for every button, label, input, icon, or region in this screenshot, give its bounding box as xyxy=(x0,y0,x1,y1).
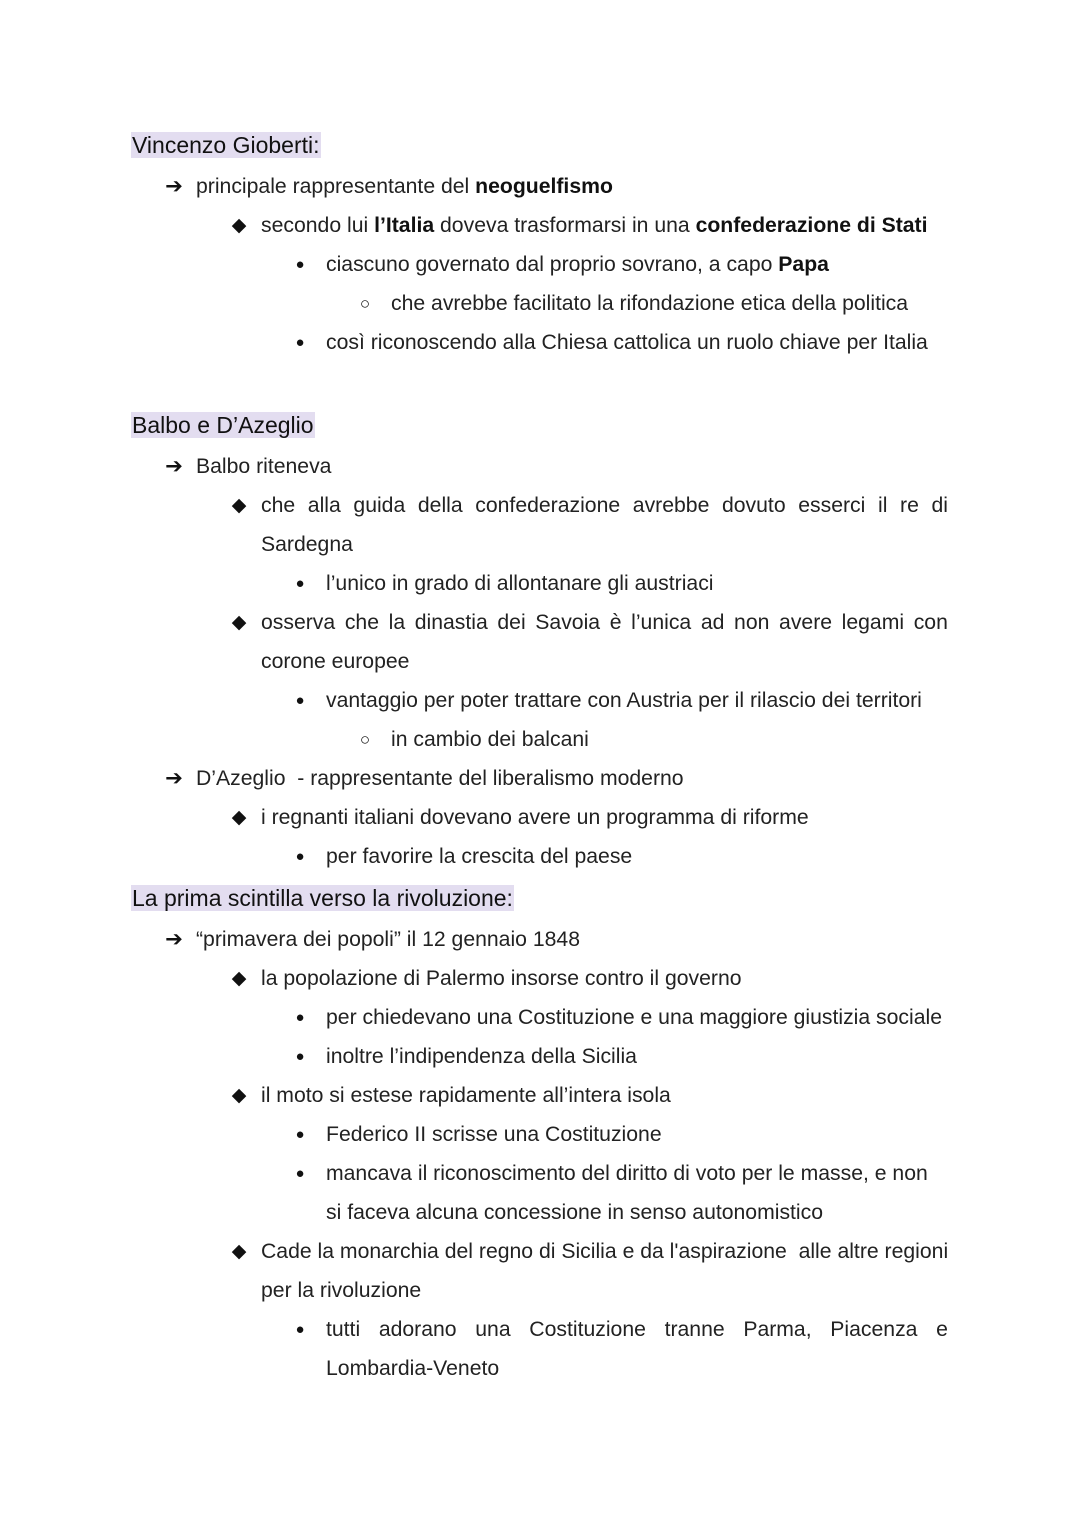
dot-bullet-icon: ● xyxy=(295,1009,305,1026)
list-item xyxy=(0,1310,1080,1349)
list-item-text: “primavera dei popoli” il 12 gennaio 1848 xyxy=(196,928,580,951)
circle-bullet-icon: ○ xyxy=(359,294,371,313)
heading-text: La prima scintilla verso la rivoluzione: xyxy=(132,885,513,911)
list-item-text: secondo lui l’Italia doveva trasformarsi in una confederazione di Stati xyxy=(261,214,928,237)
list-item xyxy=(0,837,1080,876)
diamond-bullet-icon: ◆ xyxy=(231,968,247,989)
diamond-bullet-icon: ◆ xyxy=(231,807,247,828)
dot-bullet-icon: ● xyxy=(295,692,305,709)
list-item-text: si faceva alcuna concessione in senso autonomistico xyxy=(326,1201,824,1224)
list-item-text: in cambio dei balcani xyxy=(391,728,589,751)
list-item xyxy=(0,284,1080,323)
list-item xyxy=(0,206,1080,245)
list-item-continuation xyxy=(0,1193,1080,1232)
list-item-text: ciascuno governato dal proprio sovrano, a capo Papa xyxy=(326,253,829,276)
list-item xyxy=(0,1232,1080,1271)
list-item xyxy=(0,167,1080,206)
list-item xyxy=(0,603,1080,642)
dot-bullet-icon: ● xyxy=(295,1165,305,1182)
diamond-bullet-icon: ◆ xyxy=(231,1241,247,1262)
list-item-continuation xyxy=(0,1271,1080,1310)
list-item-text: D’Azeglio - rappresentante del liberalismo moderno xyxy=(196,767,684,790)
list-item xyxy=(0,1154,1080,1193)
list-item xyxy=(0,1037,1080,1076)
arrow-bullet-icon: ➔ xyxy=(165,175,183,198)
list-item xyxy=(0,681,1080,720)
list-item xyxy=(0,245,1080,284)
dot-bullet-icon: ● xyxy=(295,334,305,351)
heading-rivoluzione xyxy=(130,883,515,913)
heading-balbo xyxy=(130,410,316,440)
dot-bullet-icon: ● xyxy=(295,1126,305,1143)
list-item-text: per favorire la crescita del paese xyxy=(326,845,633,868)
diamond-bullet-icon: ◆ xyxy=(231,612,247,633)
heading-text: Vincenzo Gioberti: xyxy=(132,132,320,158)
list-item-continuation xyxy=(0,642,1080,681)
list-item-text: principale rappresentante del neoguelfismo xyxy=(196,175,613,198)
list-item xyxy=(0,447,1080,486)
arrow-bullet-icon: ➔ xyxy=(165,928,183,951)
diamond-bullet-icon: ◆ xyxy=(231,495,247,516)
list-item-text: corone europee xyxy=(261,650,410,673)
list-item xyxy=(0,959,1080,998)
list-item-continuation xyxy=(0,1349,1080,1388)
list-item-text: vantaggio per poter trattare con Austria per il rilascio dei territori xyxy=(326,689,922,712)
list-item xyxy=(0,1115,1080,1154)
list-item xyxy=(0,323,1080,362)
dot-bullet-icon: ● xyxy=(295,1048,305,1065)
dot-bullet-icon: ● xyxy=(295,1321,305,1338)
justified-text: osserva che la dinastia dei Savoia è l’unica ad non avere legami con xyxy=(261,611,948,634)
list-item-text: così riconoscendo alla Chiesa cattolica un ruolo chiave per Italia xyxy=(326,331,928,354)
list-item-text: per la rivoluzione xyxy=(261,1279,422,1302)
list-item-text: il moto si estese rapidamente all’intera isola xyxy=(261,1084,671,1107)
list-item-text: la popolazione di Palermo insorse contro il governo xyxy=(261,967,742,990)
heading-gioberti xyxy=(130,130,322,160)
list-item xyxy=(0,1076,1080,1115)
list-item xyxy=(0,998,1080,1037)
list-item xyxy=(0,564,1080,603)
list-item-text: i regnanti italiani dovevano avere un programma di riforme xyxy=(261,806,809,829)
list-item xyxy=(0,720,1080,759)
heading-text: Balbo e D’Azeglio xyxy=(132,412,314,438)
list-item xyxy=(0,486,1080,525)
arrow-bullet-icon: ➔ xyxy=(165,455,183,478)
list-item-text: Balbo riteneva xyxy=(196,455,332,478)
justified-text: che alla guida della confederazione avrebbe dovuto esserci il re di xyxy=(261,494,948,517)
dot-bullet-icon: ● xyxy=(295,256,305,273)
diamond-bullet-icon: ◆ xyxy=(231,1085,247,1106)
list-item xyxy=(0,798,1080,837)
dot-bullet-icon: ● xyxy=(295,575,305,592)
list-item-text: per chiedevano una Costituzione e una maggiore giustizia sociale xyxy=(326,1006,942,1029)
list-item-text: Cade la monarchia del regno di Sicilia e da l'aspirazione alle altre regioni xyxy=(261,1240,949,1263)
circle-bullet-icon: ○ xyxy=(359,730,371,749)
list-item xyxy=(0,759,1080,798)
list-item-continuation xyxy=(0,525,1080,564)
list-item-text: che avrebbe facilitato la rifondazione etica della politica xyxy=(391,292,909,315)
list-item-text: l’unico in grado di allontanare gli austriaci xyxy=(326,572,714,595)
dot-bullet-icon: ● xyxy=(295,848,305,865)
list-item-text: Sardegna xyxy=(261,533,353,556)
list-item xyxy=(0,920,1080,959)
list-item-text: Federico II scrisse una Costituzione xyxy=(326,1123,662,1146)
justified-text: tutti adorano una Costituzione tranne Parma, Piacenza e xyxy=(326,1318,948,1341)
arrow-bullet-icon: ➔ xyxy=(165,767,183,790)
diamond-bullet-icon: ◆ xyxy=(231,215,247,236)
list-item-text: inoltre l’indipendenza della Sicilia xyxy=(326,1045,637,1068)
list-item-text: mancava il riconoscimento del diritto di voto per le masse, e non xyxy=(326,1162,928,1185)
list-item-text: Lombardia-Veneto xyxy=(326,1357,500,1380)
